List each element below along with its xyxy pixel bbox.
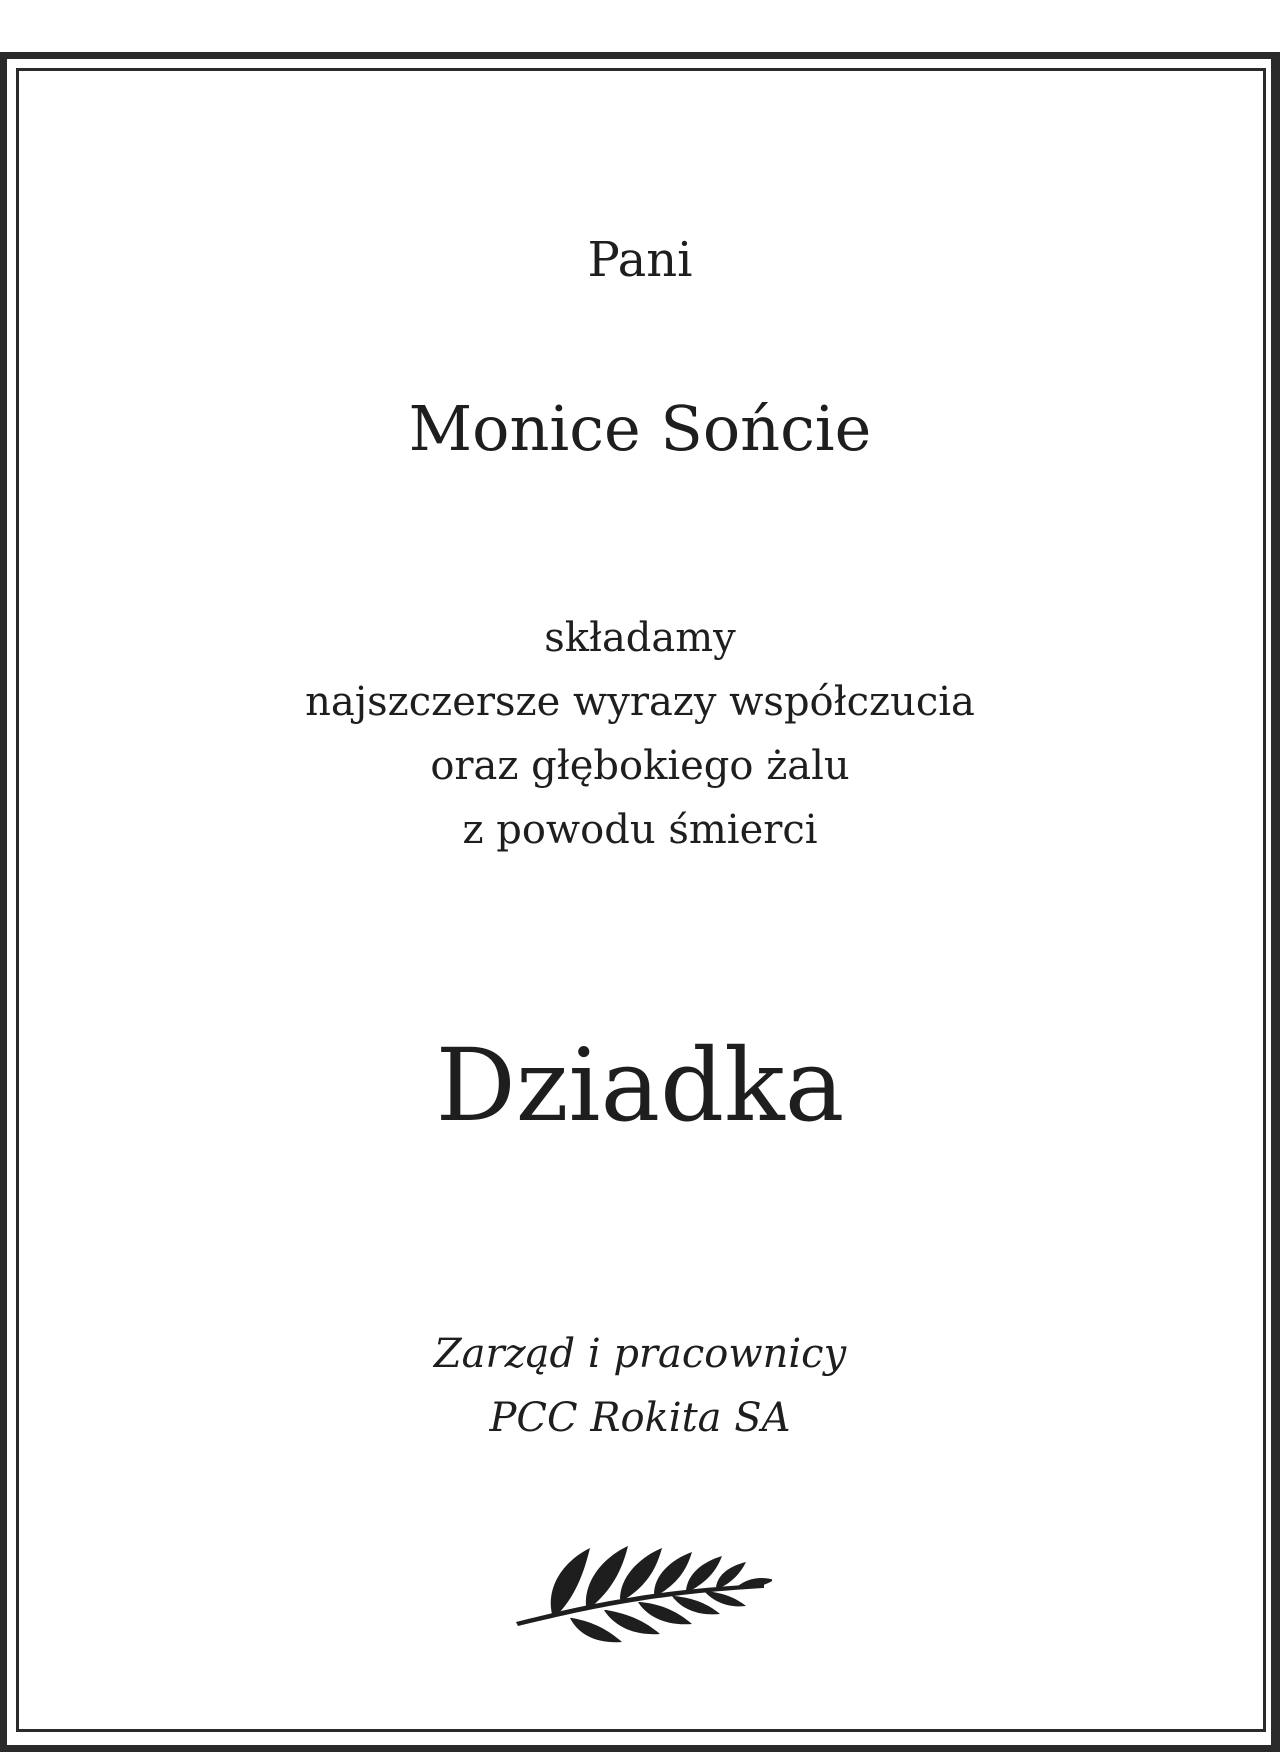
condolence-message xyxy=(0,606,1280,862)
signature-line: Zarząd i pracownicy xyxy=(433,1331,847,1377)
message-line: składamy xyxy=(544,615,736,661)
deceased-title: Dziadka xyxy=(435,1027,845,1144)
salutation: Pani xyxy=(587,232,693,288)
recipient-name: Monice Sońcie xyxy=(408,392,872,465)
signature xyxy=(0,1322,1280,1450)
message-line: oraz głębokiego żalu xyxy=(430,743,850,789)
inner-border xyxy=(16,68,1266,1732)
message-line: z powodu śmierci xyxy=(462,807,818,853)
message-line: najszczersze wyrazy współczucia xyxy=(305,679,975,725)
olive-branch-icon xyxy=(512,1538,772,1648)
signature-line: PCC Rokita SA xyxy=(489,1395,791,1441)
